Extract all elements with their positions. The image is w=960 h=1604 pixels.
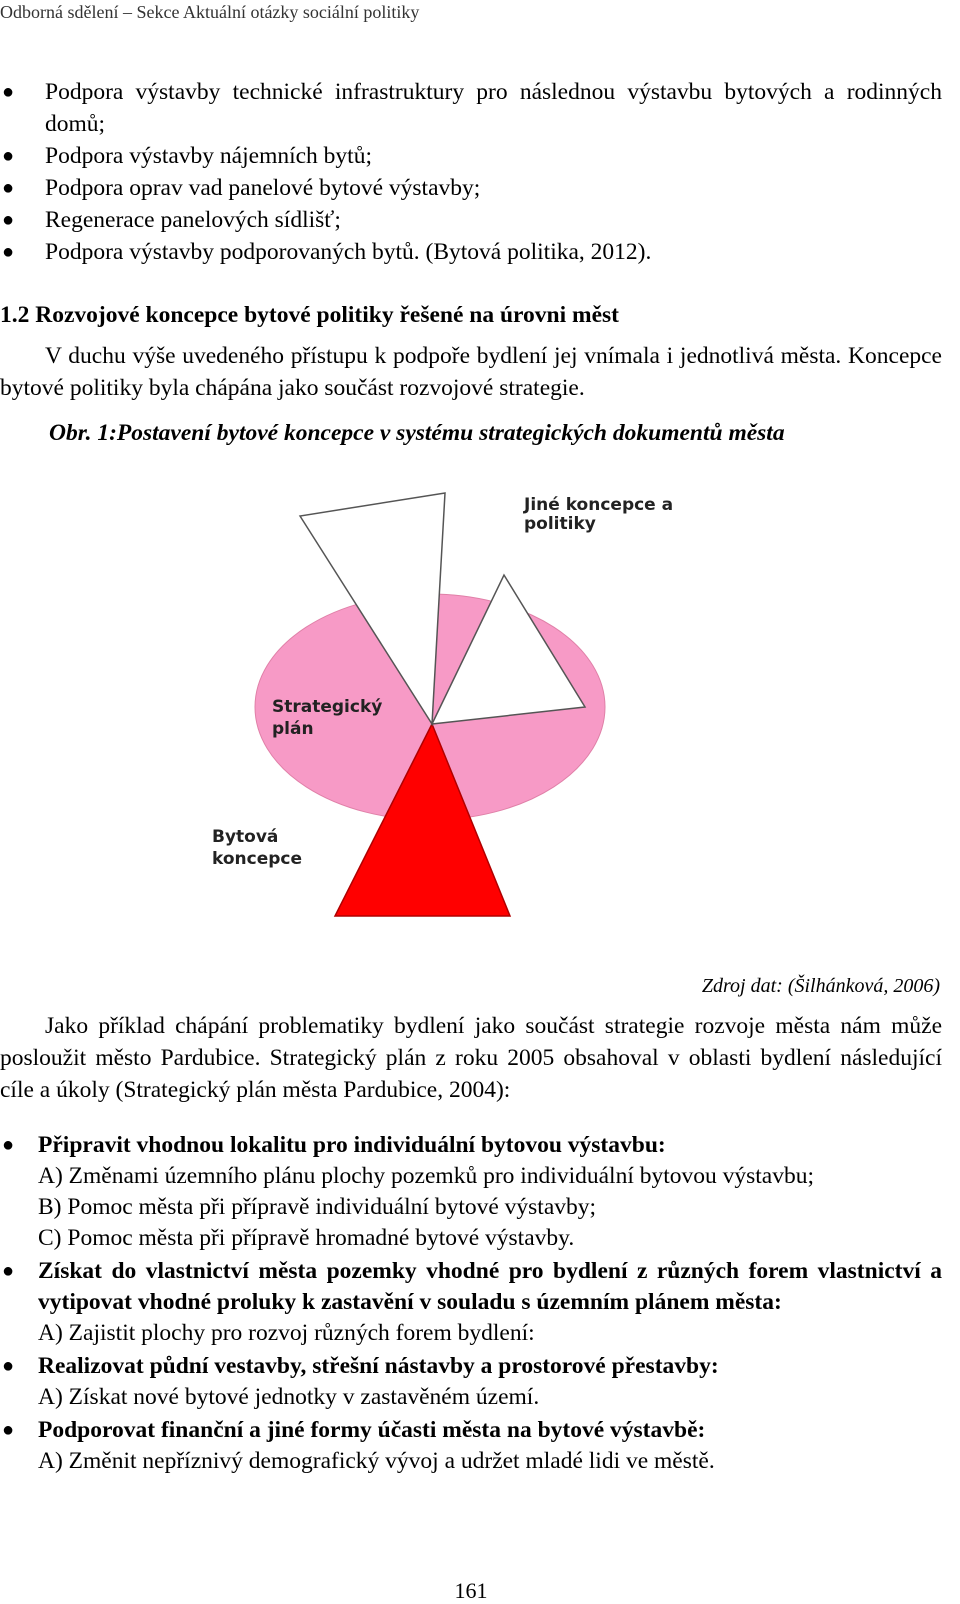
label-housing-concept-line1: Bytová [212,827,279,847]
page-number: 161 [454,1578,488,1603]
bullet-icon: ● [2,241,15,263]
section-heading: 1.2 Rozvojové koncepce bytové politiky řešené na úrovni měst [0,302,619,328]
paragraph-intro: V duchu výše uvedeného přístupu k podpoře bydlení jej vnímala i jednotlivá města. Koncepce bytové politiky byla chápána jako součást rozvojové strategie. [0,343,942,401]
label-other-concepts-line1: Jiné koncepce a [524,495,674,515]
figure-caption: Obr. 1:Postavení bytové koncepce v systému strategických dokumentů města [49,420,785,446]
bullet-icon: ● [2,1419,15,1441]
bullet-icon: ● [2,145,15,167]
bullet-icon: ● [2,1260,15,1282]
list-item: ● Podpora výstavby podporovaných bytů. (Bytová politika, 2012). [0,236,942,268]
bullet-icon: ● [2,177,15,199]
bullet-icon: ● [2,1134,15,1156]
list-item: ● Podporovat finanční a jiné formy účasti města na bytové výstavbě: A) Změnit nepříznivý demografický vývoj a udržet mladé lidi ve městě. [2,1417,715,1474]
list-item: ● Podpora výstavby nájemních bytů; [0,140,942,172]
bullet-icon: ● [2,209,15,231]
list-item: ● Realizovat půdní vestavby, střešní nástavby a prostorové přestavby: A) Získat nové bytové jednotky v zastavěném území. [2,1353,719,1410]
label-other-concepts-line2: politiky [524,514,596,534]
bullet-list [0,76,942,268]
list-item: ● Podpora výstavby technické infrastruktury pro následnou výstavbu bytových a rodinných domů; [0,76,942,140]
list-item: ● Regenerace panelových sídlišť; [0,204,942,236]
running-header: Odborná sdělení – Sekce Aktuální otázky sociální politiky [0,2,420,22]
figure-source: Zdroj dat: (Šilhánková, 2006) [701,975,940,997]
label-strategic-plan-line1: Strategický [272,697,383,717]
list-item: ● Připravit vhodnou lokalitu pro individuální bytovou výstavbu: A) Změnami územního plánu plochy pozemků pro individuální bytovou výstavbu; B) Pomoc města při přípravě individuální bytové výstavby; C) Pomoc města při přípravě hromadné bytové výstavby. [2,1132,815,1251]
bullet-icon: ● [2,1355,15,1377]
strategy-diagram [200,480,674,930]
list-item: ● Získat do vlastnictví města pozemky vhodné pro bydlení z různých forem vlastnictví a vytipovat vhodné proluky k zastavění v souladu s územním plánem města: A) Zajistit plochy pro rozvoj různých forem bydlení: [2,1258,942,1346]
goals-list [0,1130,942,1479]
label-strategic-plan-line2: plán [272,719,314,739]
list-item: ● Podpora oprav vad panelové bytové výstavby; [0,172,942,204]
bullet-icon: ● [2,81,15,103]
label-housing-concept-line2: koncepce [212,849,303,869]
paragraph-pardubice: Jako příklad chápání problematiky bydlení jako součást strategie rozvoje města nám může posloužit město Pardubice. Strategický plán z roku 2005 obsahoval v oblasti bydlení následující cíle a úkoly (Strategický plán města Pardubice, 2004): [0,1013,942,1103]
